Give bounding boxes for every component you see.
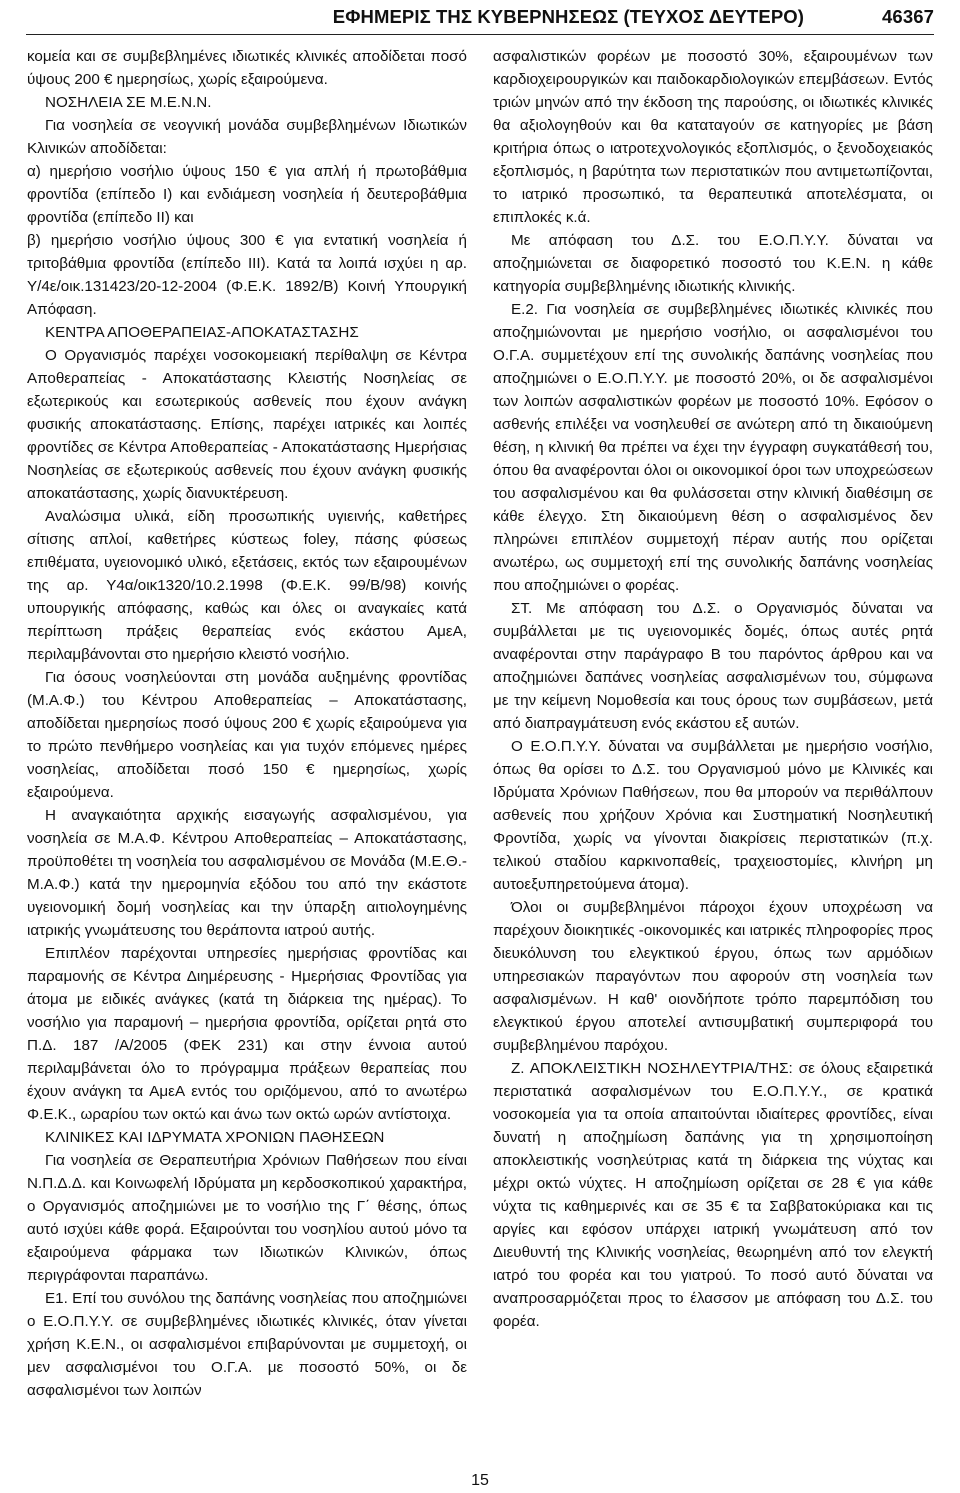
paragraph: Αναλώσιμα υλικά, είδη προσωπικής υγιεινής, καθετήρες σίτισης απλοί, καθετήρες κύστεως foley, πάσης φύσεως επιθέματα, υγειονομικό υλικό, εξετάσεις, εκτός των εξαιρουμένων της αρ. Υ4α/οικ1320/10.2.1998 (Φ.Ε.Κ. 99/Β/98) κοινής υπουργικής απόφασης, καθώς και όλες οι αναγκαίες κατά περίπτωση πράξεις θεραπείας ενός εκάστου ΑμεΑ, περιλαμβάνονται στο ημερήσιο κλειστό νοσήλιο. bbox=[27, 508, 467, 663]
paragraph: Για όσους νοσηλεύονται στη μονάδα αυξημένης φροντίδας (Μ.Α.Φ.) του Κέντρου Αποθεραπείας – Αποκατάστασης, αποδίδεται ημερησίως ποσό ύψους 200 € χωρίς εξαιρούμενα για το πρώτο πενθήμερο νοσηλείας και για τυχόν επόμενες ημέρες νοσηλείας, αποδίδεται ποσό 150 € ημερησίως, χωρίς εξαιρούμενα. bbox=[27, 669, 467, 801]
right-column bbox=[493, 45, 933, 1333]
paragraph: Ε1. Επί του συνόλου της δαπάνης νοσηλείας που αποζημιώνει ο Ε.Ο.Π.Υ.Υ. σε συμβεβλημένες ιδιωτικές κλινικές, όταν γίνεται χρήση Κ.Ε.Ν., οι ασφαλισμένοι επιβαρύνονται με συμμετοχή, οι μεν ασφαλισμένοι του Ο.Γ.Α. με ποσοστό 50%, οι δε ασφαλισμένοι των λοιπών bbox=[27, 1290, 467, 1399]
section-heading: ΚΛΙΝΙΚΕΣ ΚΑΙ ΙΔΡΥΜΑΤΑ ΧΡΟΝΙΩΝ ΠΑΘΗΣΕΩΝ bbox=[45, 1129, 385, 1146]
page-footer bbox=[0, 1472, 960, 1490]
paragraph: ασφαλιστικών φορέων με ποσοστό 30%, εξαιρουμένων των καρδιοχειρουργικών και παιδοκαρδιολογικών επεμβάσεων. Εντός τριών μηνών από την έκδοση της παρούσης, οι ιδιωτικές κλινικές θα αξιολογηθούν και θα καταταγούν σε κατηγορίες με βάση κριτήρια όπως ο ιατροτεχνολογικός εξοπλισμός, ο ξενοδοχειακός εξοπλισμός, η βαρύτητα των περιστατικών που αντιμετωπίζονται, το ιατρικό προσωπικό, τα θεραπευτικά αποτελέσματα, οι επιπλοκές κ.ά. bbox=[493, 48, 933, 226]
paragraph: Όλοι οι συμβεβλημένοι πάροχοι έχουν υποχρέωση να παρέχουν διοικητικές -οικονομικές και ιατρικές πληροφορίες προς διευκόλυνση του ελεγκτικού έργου, όπως των αρμόδιων υπηρεσιακών παραγόντων που αφορούν στη νοσηλεία των ασφαλισμένων. Η καθ' οιονδήποτε τρόπο παρεμπόδιση του ελεγκτικού έργου αποτελεί αντισυμβατική συμπεριφορά του συμβεβλημένου παρόχου. bbox=[493, 899, 933, 1054]
paragraph: β) ημερήσιο νοσήλιο ύψους 300 € για εντατική νοσηλεία ή τριτοβάθμια φροντίδα (επίπεδο ΙΙΙ). Κατά τα λοιπά ισχύει η αρ. Υ/4ε/οικ.131423/20-12-2004 (Φ.Ε.Κ. 1892/Β) Κοινή Υπουργική Απόφαση. bbox=[27, 232, 467, 318]
left-column bbox=[27, 45, 467, 1402]
paragraph: Η αναγκαιότητα αρχικής εισαγωγής ασφαλισμένου, για νοσηλεία σε Μ.Α.Φ. Κέντρου Αποθεραπείας – Αποκατάστασης, προϋποθέτει τη νοσηλεία του ασφαλισμένου σε Μονάδα (Μ.Ε.Θ.- Μ.Α.Φ.) κατά την ημερομηνία εξόδου του από την εκάστοτε υγειονομική δομή νοσηλείας και την ύπαρξη αιτιολογημένης ιατρικής γνωμάτευσης του θεράποντα ιατρού αυτής. bbox=[27, 807, 467, 939]
paragraph: Ο Οργανισμός παρέχει νοσοκομειακή περίθαλψη σε Κέντρα Αποθεραπείας - Αποκατάστασης Κλειστής Νοσηλείας σε εξωτερικούς και εσωτερικούς ασθενείς που έχουν ανάγκη φυσικής αποκατάστασης. Επίσης, παρέχει ιατρικές και λοιπές φροντίδες σε Κέντρα Αποθεραπείας - Αποκατάστασης Ημερήσιας Νοσηλείας σε εξωτερικούς ασθενείς που έχουν ανάγκη φυσικής αποκατάστασης, χωρίς διανυκτέρευση. bbox=[27, 347, 467, 502]
paragraph: ΣΤ. Με απόφαση του Δ.Σ. ο Οργανισμός δύναται να συμβάλλεται με τις υγειονομικές δομές, όπως αυτές ρητά αναφέρονται στην παράγραφο Β του παρόντος άρθρου και να αποζημιώνει δαπάνες νοσηλείας ασφαλισμένων του, σύμφωνα με την κείμενη Νομοθεσία και τους όρους των συμβάσεων, μετά από διαπραγμάτευση ενός εκάστου εξ αυτών. bbox=[493, 600, 933, 732]
page-header bbox=[26, 0, 934, 35]
paragraph: Με απόφαση του Δ.Σ. του Ε.Ο.Π.Υ.Υ. δύναται να αποζημιώνεται σε διαφορετικό ποσοστό του Κ.Ε.Ν. η κάθε κατηγορία συμβεβλημένης ιδιωτικής κλινικής. bbox=[493, 232, 933, 295]
paragraph: κομεία και σε συμβεβλημένες ιδιωτικές κλινικές αποδίδεται ποσό ύψους 200 € ημερησίως, χωρίς εξαιρούμενα. bbox=[27, 48, 467, 88]
paragraph: Ε.2. Για νοσηλεία σε συμβεβλημένες ιδιωτικές κλινικές που αποζημιώνονται με ημερήσιο νοσήλιο, οι ασφαλισμένοι του Ο.Γ.Α. συμμετέχουν επί της συνολικής δαπάνης νοσηλείας που αποζημιώνει ο Ε.Ο.Π.Υ.Υ. με ποσοστό 20%, οι δε ασφαλισμένοι των λοιπών ασφαλιστικών φορέων με ποσοστό 10%. Εφόσον ο ασθενής επιλέξει να νοσηλευθεί σε ανώτερη από τη δικαιούμενη θέση, η κλινική θα πρέπει να έχει την έγγραφη συγκατάθεσή του, όπου θα αναφέρονται όλοι οι οικονομικοί όροι των υποχρεώσεων του ασφαλισμένου και θα φυλάσσεται στην κλινική διαθέσιμη σε κάθε έλεγχο. Στη δικαιούμενη θέση ο ασφαλισμένος δεν πληρώνει επιπλέον συμμετοχή πέραν αυτής που ορίζεται ανωτέρω, ως συμμετοχή επί της συνολικής δαπάνης νοσηλείας που αποζημιώνει ο φορέας. bbox=[493, 301, 933, 594]
paragraph: Για νοσηλεία σε νεογνική μονάδα συμβεβλημένων Ιδιωτικών Κλινικών αποδίδεται: bbox=[27, 117, 467, 157]
paragraph: Για νοσηλεία σε Θεραπευτήρια Χρόνιων Παθήσεων που είναι Ν.Π.Δ.Δ. και Κοινωφελή Ιδρύματα μη κερδοσκοπικού χαρακτήρα, ο Οργανισμός αποζημιώνει με το νοσήλιο της Γ΄ θέσης, όπως αυτό ισχύει κάθε φορά. Εξαιρούνται του νοσηλίου αυτού μόνο τα εξαιρούμενα φάρμακα των Ιδιωτικών Κλινικών, όπως περιγράφονται παραπάνω. bbox=[27, 1152, 467, 1284]
section-heading: ΝΟΣΗΛΕΙΑ ΣΕ Μ.Ε.Ν.Ν. bbox=[45, 94, 212, 111]
paragraph: α) ημερήσιο νοσήλιο ύψους 150 € για απλή ή πρωτοβάθμια φροντίδα (επίπεδο Ι) και ενδιάμεση νοσηλεία ή δευτεροβάθμια φροντίδα (επίπεδο ΙΙ) και bbox=[27, 163, 467, 226]
footer-page-number: 15 bbox=[471, 1472, 489, 1489]
paragraph: Ζ. ΑΠΟΚΛΕΙΣΤΙΚΗ ΝΟΣΗΛΕΥΤΡΙΑ/ΤΗΣ: σε όλους εξαιρετικά περιστατικά ασφαλισμένων του Ε.Ο.Π.Υ.Υ., σε κρατικά νοσοκομεία για τα οποία απαιτούνται ιδιαίτερες φροντίδες, είναι δυνατή η αποζημίωση δαπάνης για τη χρησιμοποίηση αποκλειστικής νοσηλεύτριας κατά τη διάρκεια της νύχτας και μέχρι οκτώ νύχτες. Η αποζημίωση ορίζεται σε 28 € για κάθε νύχτα τις καθημερινές και σε 35 € τα Σαββατοκύριακα και τις αργίες και εφόσον υπάρχει ιατρική γνωμάτευση από τον Διευθυντή της Κλινικής νοσηλείας, θεωρημένη από τον ελεγκτή ιατρό του φορέα και του γιατρού. Το ποσό αυτό δύναται να αναπροσαρμόζεται προς το έλασσον με απόφαση του Δ.Σ. του φορέα. bbox=[493, 1060, 933, 1330]
paragraph: Ο Ε.Ο.Π.Υ.Υ. δύναται να συμβάλλεται με ημερήσιο νοσήλιο, όπως θα ορίσει το Δ.Σ. του Οργανισμού μόνο με Κλινικές και Ιδρύματα Χρόνιων Παθήσεων, που θα μπορούν να περιθάλπουν ασθενείς που χρήζουν Χρόνια και Συστηματική Νοσηλευτική Φροντίδα, χωρίς να γίνονται διακρίσεις περιστατικών (π.χ. τελικού σταδίου καρκινοπαθείς, τραχειοστομίες, κλινήρη μη αυτοεξυπηρετούμενα άτομα). bbox=[493, 738, 933, 893]
section-heading: ΚΕΝΤΡΑ ΑΠΟΘΕΡΑΠΕΙΑΣ-ΑΠΟΚΑΤΑΣΤΑΣΗΣ bbox=[45, 324, 359, 341]
paragraph: Επιπλέον παρέχονται υπηρεσίες ημερήσιας φροντίδας και παραμονής σε Κέντρα Διημέρευσης - Ημερήσιας Φροντίδας για άτομα με ειδικές ανάγκες (κατά τη διάρκεια της ημέρας). Το νοσήλιο για παραμονή – ημερήσια φροντίδα, ορίζεται ρητά στο Π.Δ. 187 /Α/2005 (ΦΕΚ 231) και στην έννοια αυτού περιλαμβάνεται όλο το πρόγραμμα πράξεων θεραπείας που έχουν ανάγκη τα ΑμεΑ εντός του οριζόμενου, από το ανωτέρω Φ.Ε.Κ., ωραρίου των οκτώ και άνω των οκτώ ωρών αντίστοιχα. bbox=[27, 945, 467, 1123]
gazette-title: ΕΦΗΜΕΡΙΣ ΤΗΣ ΚΥΒΕΡΝΗΣΕΩΣ (ΤΕΥΧΟΣ ΔΕΥΤΕΡΟ) bbox=[332, 6, 805, 27]
gazette-page-number: 46367 bbox=[882, 6, 934, 27]
